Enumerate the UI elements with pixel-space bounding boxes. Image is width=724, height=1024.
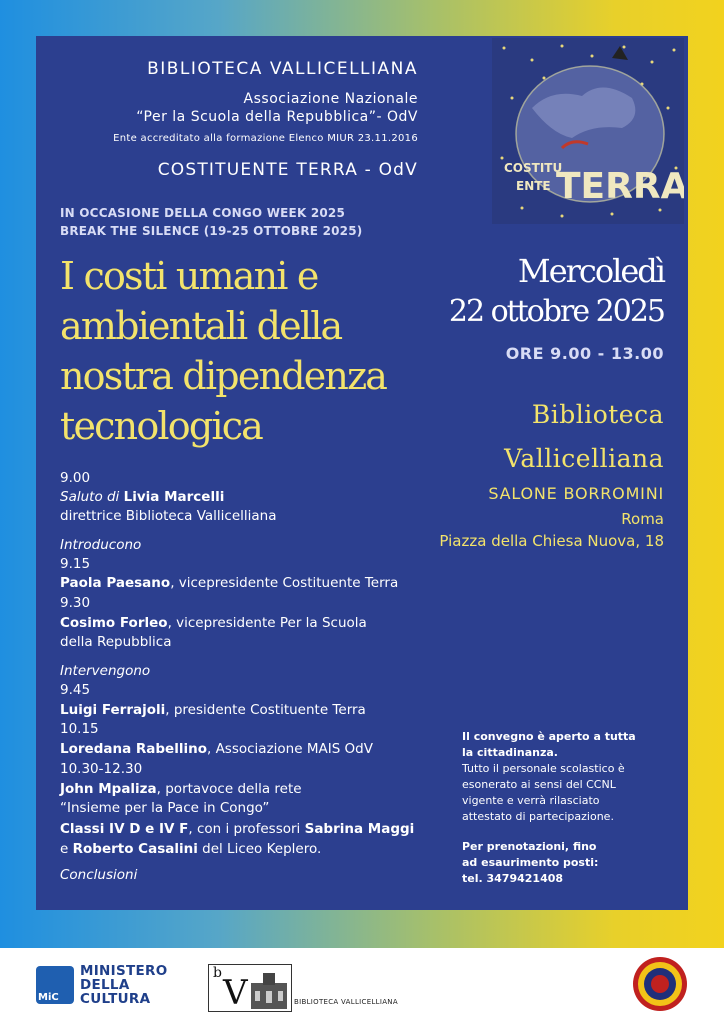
program-speaker: John Mpaliza, portavoce della rete (60, 781, 302, 797)
title-line-2: ambientali della (60, 304, 342, 348)
program-intro-label: Introducono (60, 537, 142, 553)
program-classes: Classi IV D e IV F, con i professori Sabrina Maggi (60, 821, 415, 837)
program-time: 9.45 (60, 682, 91, 698)
header-association: Associazione Nazionale (243, 91, 418, 107)
program-speaker: Paola Paesano, vicepresidente Costituente Terra (60, 575, 399, 591)
header-library: BIBLIOTECA VALLICELLIANA (147, 59, 418, 79)
venue-hall: SALONE BORROMINI (488, 484, 664, 503)
venue-name-1: Biblioteca (531, 400, 664, 429)
program-speaker: Loredana Rabellino, Associazione MAIS OdV (60, 741, 373, 757)
program-time: 10.15 (60, 721, 99, 737)
program-saluto: Saluto di Livia Marcelli (60, 489, 225, 505)
info-staff: attestato di partecipazione. (462, 810, 614, 823)
title-line-1: I costi umani e (60, 254, 318, 298)
header-costituente-terra: COSTITUENTE TERRA - OdV (157, 160, 418, 180)
mic-mark: MiC (36, 966, 74, 1004)
bv-label: BIBLIOTECA VALLICELLIANA (294, 998, 398, 1006)
program-conclusion: Conclusioni (60, 867, 138, 883)
program-time: 9.30 (60, 595, 91, 611)
info-open: Il convegno è aperto a tutta (462, 730, 636, 743)
bv-mark: b V (208, 964, 292, 1012)
title-line-4: tecnologica (60, 404, 263, 448)
occasion-line-2: BREAK THE SILENCE (19-25 OTTOBRE 2025) (60, 224, 363, 238)
costituente-terra-logo (492, 38, 684, 224)
program-speaker: Luigi Ferrajoli, presidente Costituente Terra (60, 702, 366, 718)
program-saluto-role: direttrice Biblioteca Vallicelliana (60, 508, 277, 524)
program-speaker: Cosimo Forleo, vicepresidente Per la Scuola (60, 615, 367, 631)
info-staff: Tutto il personale scolastico è (462, 762, 625, 775)
event-title (60, 251, 460, 451)
mic-text: MINISTERO DELLA CULTURA (80, 963, 168, 1007)
program-speaker-role: della Repubblica (60, 634, 172, 650)
venue-city: Roma (621, 510, 664, 528)
info-phone: tel. 3479421408 (462, 872, 564, 885)
venue-address: Piazza della Chiesa Nuova, 18 (439, 532, 664, 550)
svg-text:ENTE: ENTE (516, 179, 551, 193)
program-classes-2: e Roberto Casalini del Liceo Keplero. (60, 841, 322, 857)
header-association-name: “Per la Scuola della Repubblica”- OdV (136, 109, 418, 125)
program-time: 9.00 (60, 470, 91, 486)
info-staff: esonerato ai sensi del CCNL (462, 778, 616, 791)
occasion-line-1: IN OCCASIONE DELLA CONGO WEEK 2025 (60, 206, 346, 220)
svg-text:COSTITU: COSTITU (504, 161, 563, 175)
program-time: 10.30-12.30 (60, 761, 143, 777)
event-date: 22 ottobre 2025 (448, 294, 664, 329)
header-accreditation: Ente accreditato alla formazione Elenco MIUR 23.11.2016 (113, 133, 418, 144)
venue-name-2: Vallicelliana (504, 444, 664, 473)
svg-text:TERRA: TERRA (556, 166, 684, 207)
congo-week-seal-icon (632, 956, 688, 1012)
info-booking: Per prenotazioni, fino (462, 840, 597, 853)
title-line-3: nostra dipendenza (60, 354, 387, 398)
info-staff: vigente e verrà rilasciato (462, 794, 600, 807)
program-interv-label: Intervengono (60, 663, 151, 679)
program-time: 9.15 (60, 556, 91, 572)
event-day: Mercoledì (517, 252, 664, 290)
program-speaker-role: “Insieme per la Pace in Congo” (60, 800, 270, 816)
poster (36, 36, 688, 910)
event-hours: ORE 9.00 - 13.00 (505, 344, 664, 363)
info-booking-2: ad esaurimento posti: (462, 856, 599, 869)
info-open-2: la cittadinanza. (462, 746, 558, 759)
